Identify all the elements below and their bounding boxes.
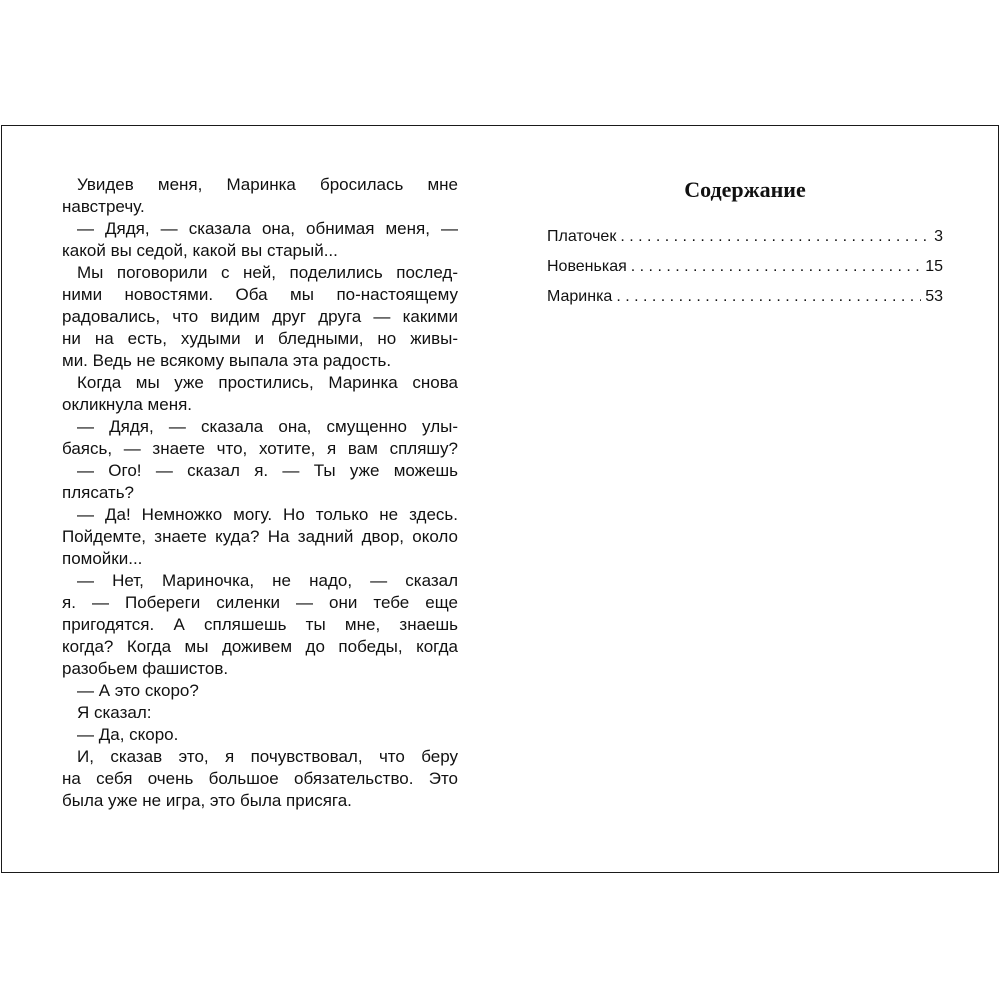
toc-leader-dots <box>631 252 921 282</box>
text-line: помойки... <box>62 549 143 568</box>
toc-entry-title: Маринка <box>547 288 613 305</box>
toc-leader-dots <box>616 282 921 312</box>
toc-list <box>547 222 943 312</box>
toc-title: Содержание <box>684 177 806 202</box>
text-line: — Да, скоро. <box>77 725 179 744</box>
toc-entry-page: 53 <box>925 288 943 305</box>
left-page-text <box>62 174 458 812</box>
text-line: баясь, — знаете что, хотите, я вам спляшу? <box>62 439 458 458</box>
text-line: ни на есть, худыми и бледными, но живы- <box>62 329 458 348</box>
toc-entry-title: Платочек <box>547 228 617 245</box>
text-line: ми. Ведь не всякому выпала эта радость. <box>62 351 392 370</box>
text-line: ними новостями. Оба мы по-настоящему <box>62 285 458 304</box>
text-line: — Ого! — сказал я. — Ты уже можешь <box>77 461 458 480</box>
text-line: была уже не игра, это была присяга. <box>62 791 352 810</box>
toc-entry[interactable] <box>547 282 943 312</box>
text-line: разобьем фашистов. <box>62 659 229 678</box>
text-line: я. — Побереги силенки — они тебе еще <box>62 593 458 612</box>
text-line: пригодятся. А спляшешь ты мне, знаешь <box>62 615 458 634</box>
text-line: Мы поговорили с ней, поделились послед- <box>77 263 458 282</box>
toc-entry-title: Новенькая <box>547 258 627 275</box>
toc-entry-page: 15 <box>925 258 943 275</box>
text-line: Увидев меня, Маринка бросилась мне <box>77 175 458 194</box>
text-line: — Да! Немножко могу. Но только не здесь. <box>77 505 458 524</box>
text-line: Я сказал: <box>77 703 152 722</box>
text-line: — Нет, Мариночка, не надо, — сказал <box>77 571 458 590</box>
text-line: когда? Когда мы доживем до победы, когда <box>62 637 458 656</box>
toc-entry[interactable] <box>547 222 943 252</box>
toc-entry-page: 3 <box>934 228 943 245</box>
text-line: навстречу. <box>62 197 145 216</box>
text-line: плясать? <box>62 483 135 502</box>
text-line: на себя очень большое обязательство. Это <box>62 769 458 788</box>
text-line: Пойдемте, знаете куда? На задний двор, около <box>62 527 458 546</box>
text-line: какой вы седой, какой вы старый... <box>62 241 338 260</box>
text-line: Когда мы уже простились, Маринка снова <box>77 373 458 392</box>
toc-leader-dots <box>620 222 930 252</box>
text-line: радовались, что видим друг друга — какими <box>62 307 458 326</box>
text-line: — А это скоро? <box>77 681 199 700</box>
table-of-contents <box>547 176 943 312</box>
text-line: — Дядя, — сказала она, обнимая меня, — <box>77 219 458 238</box>
text-line: — Дядя, — сказала она, смущенно улы- <box>77 417 458 436</box>
text-line: окликнула меня. <box>62 395 193 414</box>
book-spread <box>1 125 999 873</box>
toc-entry[interactable] <box>547 252 943 282</box>
text-line: И, сказав это, я почувствовал, что беру <box>77 747 458 766</box>
